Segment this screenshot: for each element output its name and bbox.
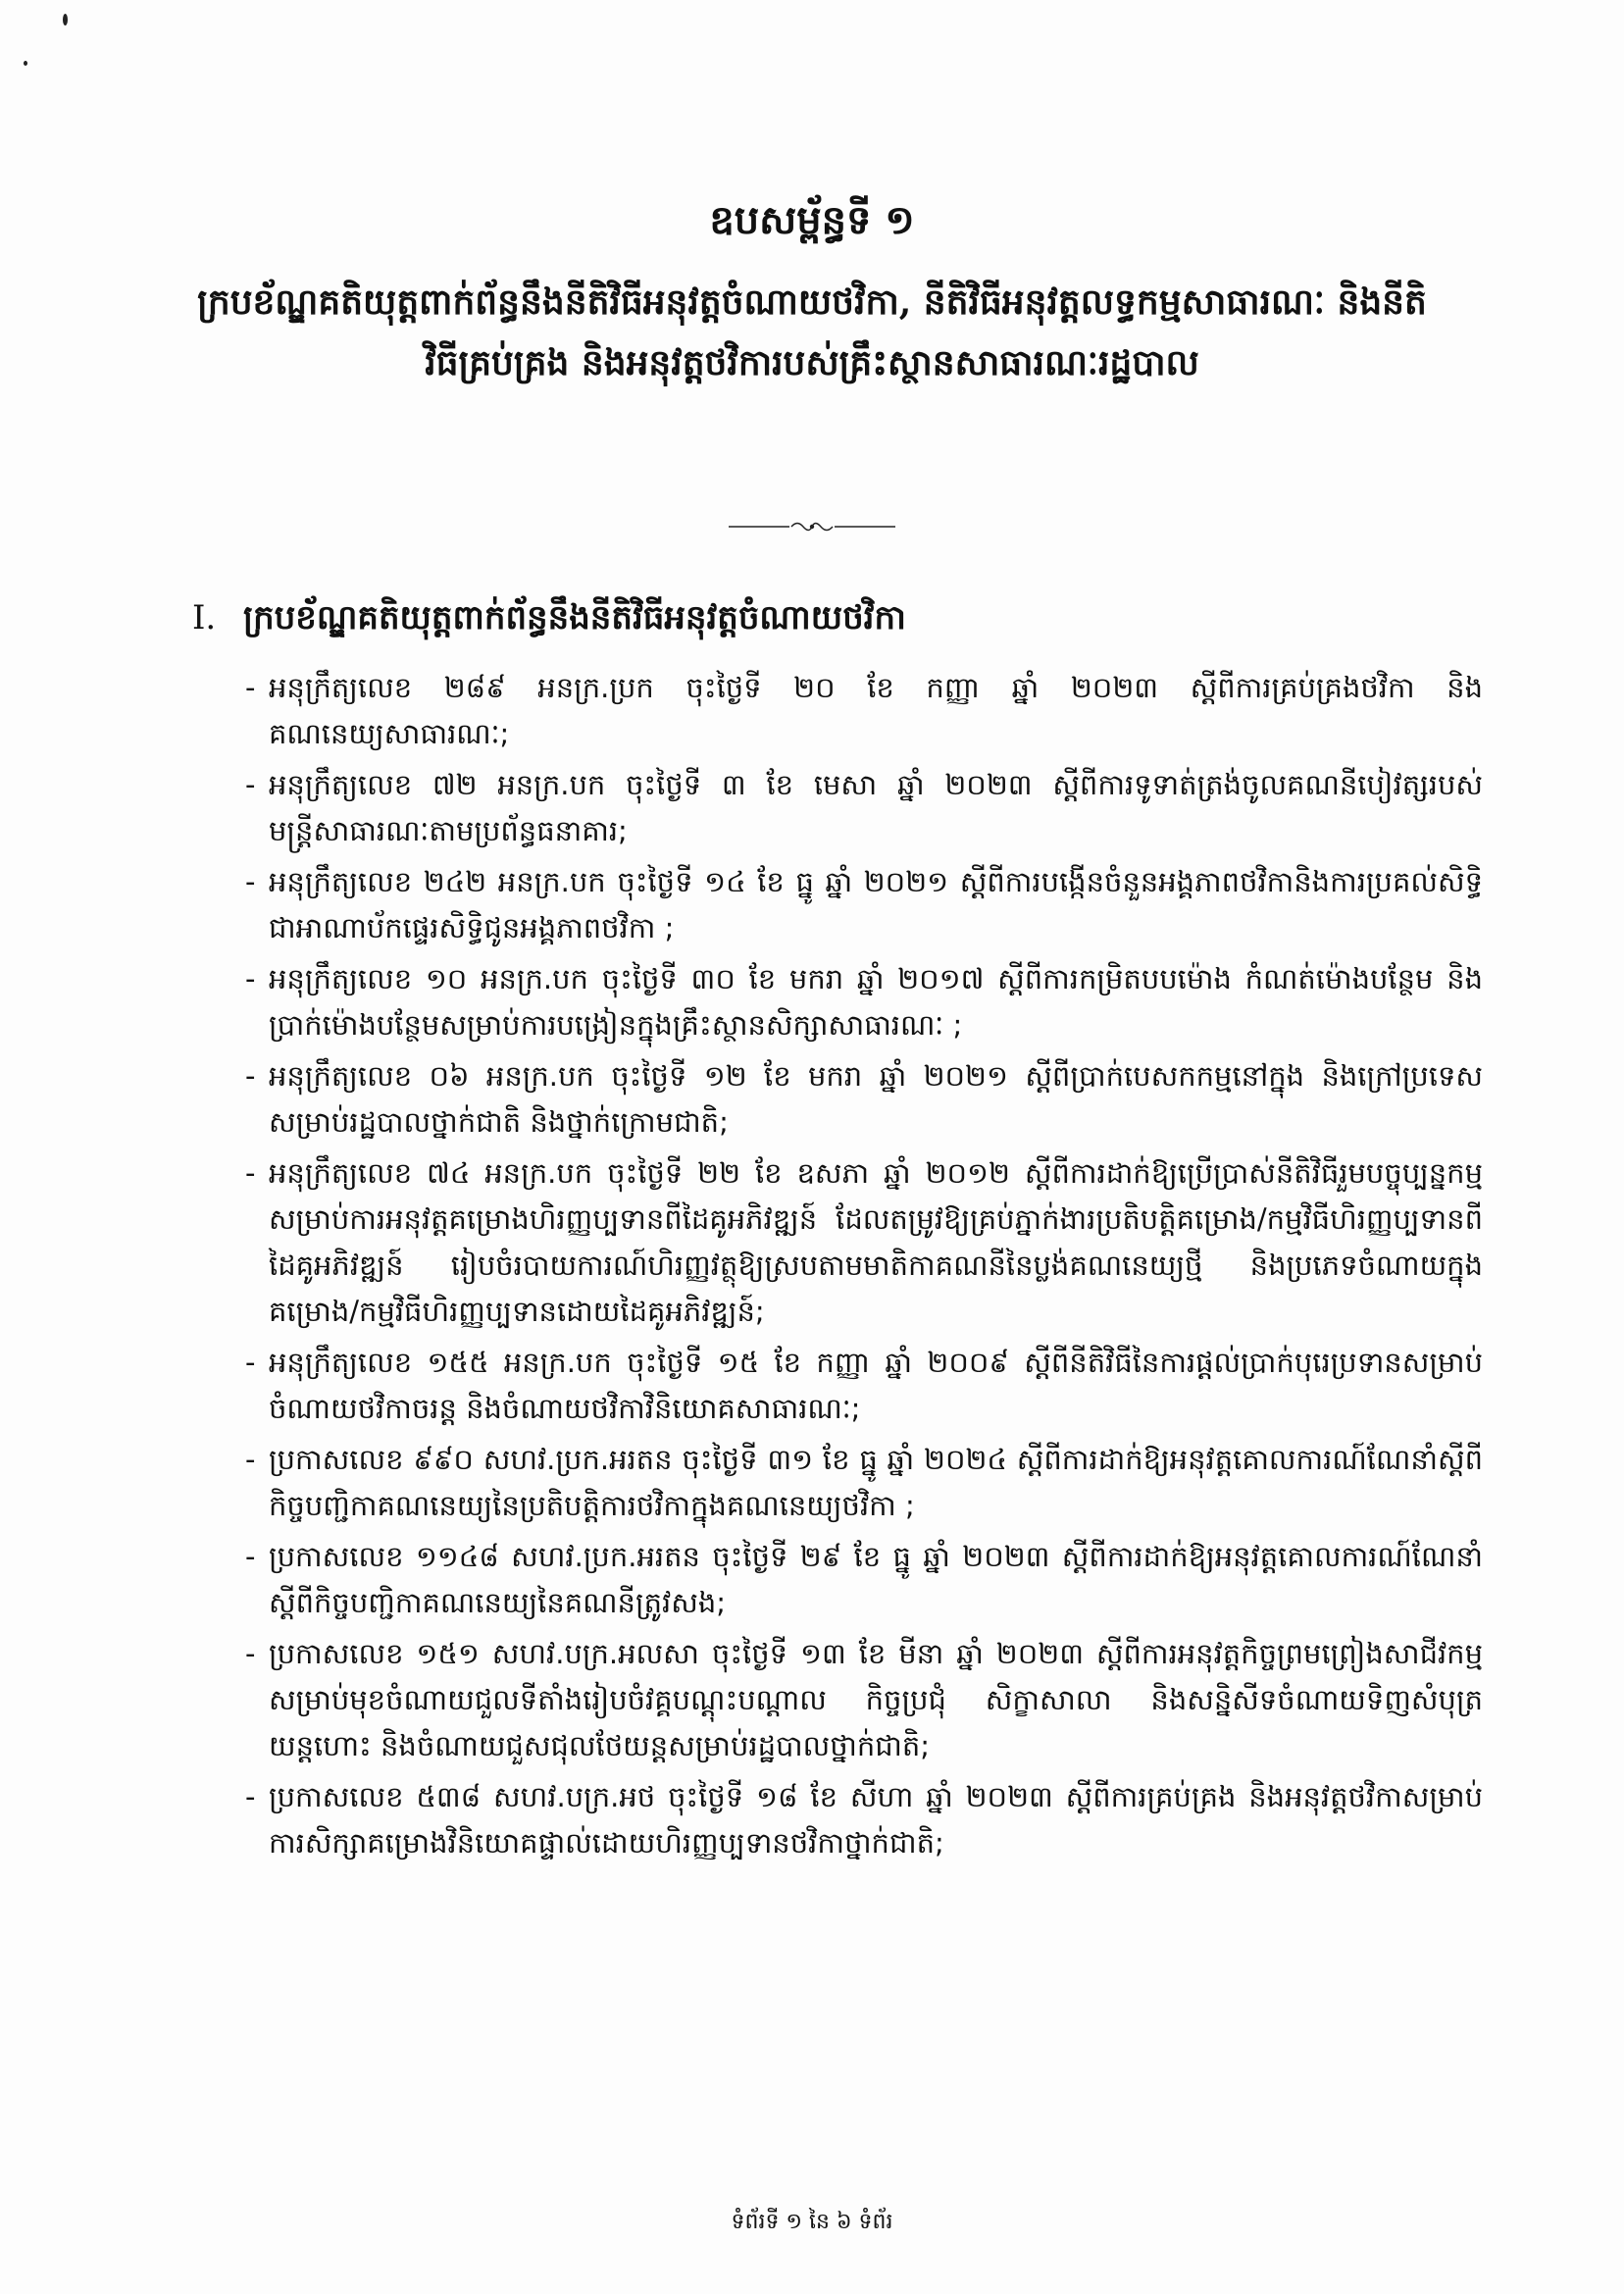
list-dash: - — [245, 962, 256, 995]
list-item — [245, 1774, 1483, 1866]
document-title: ក្របខ័ណ្ឌគតិយុត្តពាក់ព័ន្ធនឹងនីតិវិធីអនុវត្តចំណាយថវិកា, នីតិវិធីអនុវត្តលទ្ធកម្មសាធារណៈ និងនីតិវិធីគ្រប់គ្រង និងអនុវត្តថវិការបស់គ្រឹះស្ថានសាធារណៈរដ្ឋបាល — [197, 281, 1427, 383]
list-dash: - — [245, 1540, 256, 1573]
annex-title: ឧបសម្ព័ន្ធទី ១ — [709, 197, 915, 243]
list-dash: - — [245, 671, 256, 704]
list-item-text: អនុក្រឹត្យលេខ ២៤២ អនក្រ.បក ចុះថ្ងៃទី ១៤ ខែ ធ្នូ ឆ្នាំ ២០២១ ស្តីពីការបង្កើនចំនួនអង្គភាពថវិកានិងការប្រគល់សិទ្ធិជាអាណាប័កផ្ទេរសិទ្ធិជូនអង្គភាពថវិកា ; — [269, 865, 1483, 944]
list-item — [245, 1534, 1483, 1626]
list-dash: - — [245, 1637, 256, 1670]
list-dash: - — [245, 1443, 256, 1476]
page-header — [177, 191, 1447, 393]
list-dash: - — [245, 1156, 256, 1190]
list-item-text: ប្រកាសលេខ ៩៩០ សហវ.ប្រក.អរតន ចុះថ្ងៃទី ៣១ ខែ ធ្នូ ឆ្នាំ ២០២៤ ស្តីពីការដាក់ឱ្យអនុវត្តគោលការណ៍ណែនាំស្តីពីកិច្ចបញ្ជិកាគណនេយ្យនៃប្រតិបត្តិការថវិកាក្នុងគណនេយ្យថវិកា ; — [269, 1443, 1483, 1522]
list-item-text: ប្រកាសលេខ ១៥១ សហវ.បក្រ.អលសា ចុះថ្ងៃទី ១៣ ខែ មីនា ឆ្នាំ ២០២៣ ស្តីពីការអនុវត្តកិច្ចព្រមព្រៀងសាជីវកម្មសម្រាប់មុខចំណាយជួលទីតាំងរៀបចំវគ្គបណ្តុះបណ្តាល កិច្ចប្រជុំ សិក្ខាសាលា និងសន្និសីទចំណាយទិញសំបុត្រយន្តហោះ និងចំណាយជួសជុលថែយន្តសម្រាប់រដ្ឋបាលថ្នាក់ជាតិ; — [269, 1637, 1483, 1762]
section-number: I. — [192, 598, 217, 637]
list-item — [245, 1340, 1483, 1432]
list-item-text: ប្រកាសលេខ ១១៤៨ សហវ.ប្រក.អរតន ចុះថ្ងៃទី ២៩ ខែ ធ្នូ ឆ្នាំ ២០២៣ ស្តីពីការដាក់ឱ្យអនុវត្តគោលការណ៍ណែនាំស្តីពីកិច្ចបញ្ជិកាគណនេយ្យនៃគណនីត្រូវសង; — [269, 1540, 1483, 1619]
scan-speck — [24, 61, 27, 66]
divider-ornament-icon — [729, 517, 895, 536]
list-item — [245, 1631, 1483, 1769]
scan-speck — [63, 14, 68, 25]
legal-reference-list — [245, 665, 1483, 1871]
list-item — [245, 762, 1483, 854]
section-title: ក្របខ័ណ្ឌគតិយុត្តពាក់ព័ន្ធនឹងនីតិវិធីអនុវត្តចំណាយថវិកា — [243, 598, 906, 637]
section-heading — [192, 588, 1467, 647]
list-item — [245, 665, 1483, 757]
list-dash: - — [245, 1346, 256, 1379]
list-item-text: អនុក្រឹត្យលេខ ៧២ អនក្រ.បក ចុះថ្ងៃទី ៣ ខែ មេសា ឆ្នាំ ២០២៣ ស្តីពីការទូទាត់ត្រង់ចូលគណនីបៀវត្សរបស់មន្ត្រីសាធារណៈតាមប្រព័ន្ធធនាគារ; — [269, 768, 1483, 847]
list-item-text: អនុក្រឹត្យលេខ ២៨៩ អនក្រ.ប្រក ចុះថ្ងៃទី ២០ ខែ កញ្ញា ឆ្នាំ ២០២៣ ស្តីពីការគ្រប់គ្រងថវិកា និងគណនេយ្យសាធារណៈ; — [269, 671, 1483, 750]
list-dash: - — [245, 1059, 256, 1093]
page-number-footer: ទំព័រទី ១ នៃ ៦ ទំព័រ — [731, 2210, 893, 2234]
list-dash: - — [245, 865, 256, 898]
list-item — [245, 1150, 1483, 1335]
list-item — [245, 859, 1483, 951]
list-item — [245, 1053, 1483, 1146]
list-item — [245, 1437, 1483, 1529]
list-item-text: អនុក្រឹត្យលេខ ០៦ អនក្រ.បក ចុះថ្ងៃទី ១២ ខែ មករា ឆ្នាំ ២០២១ ស្តីពីប្រាក់បេសកកម្មនៅក្នុង និងក្រៅប្រទេសសម្រាប់រដ្ឋបាលថ្នាក់ជាតិ និងថ្នាក់ក្រោមជាតិ; — [269, 1059, 1483, 1139]
list-dash: - — [245, 1780, 256, 1813]
list-dash: - — [245, 768, 256, 801]
list-item — [245, 956, 1483, 1048]
list-item-text: អនុក្រឹត្យលេខ ១៥៥ អនក្រ.បក ចុះថ្ងៃទី ១៥ ខែ កញ្ញា ឆ្នាំ ២០០៩ ស្តីពីនីតិវិធីនៃការផ្តល់ប្រាក់បុរេប្រទានសម្រាប់ចំណាយថវិកាចរន្ត និងចំណាយថវិកាវិនិយោគសាធារណៈ; — [269, 1346, 1483, 1425]
list-item-text: អនុក្រឹត្យលេខ ៧៤ អនក្រ.បក ចុះថ្ងៃទី ២២ ខែ ឧសភា ឆ្នាំ ២០១២ ស្តីពីការដាក់ឱ្យប្រើប្រាស់នីតិវិធីរួមបច្ចុប្បន្នកម្មសម្រាប់ការអនុវត្តគម្រោងហិរញ្ញប្បទានពីដៃគូអភិវឌ្ឍន៍ ដែលតម្រូវឱ្យគ្រប់ភ្នាក់ងារប្រតិបត្តិគម្រោង/កម្មវិធីហិរញ្ញប្បទានពីដៃគូអភិវឌ្ឍន៍ រៀបចំរបាយការណ៍ហិរញ្ញវត្ថុឱ្យស្របតាមមាតិកាគណនីនៃប្លង់គណនេយ្យថ្មី និងប្រភេទចំណាយក្នុងគម្រោង/កម្មវិធីហិរញ្ញប្បទានដោយដៃគូអភិវឌ្ឍន៍; — [269, 1156, 1483, 1328]
list-item-text: អនុក្រឹត្យលេខ ១០ អនក្រ.បក ចុះថ្ងៃទី ៣០ ខែ មករា ឆ្នាំ ២០១៧ ស្តីពីការកម្រិតបបម៉ោង កំណត់ម៉ោងបន្ថែម និងប្រាក់ម៉ោងបន្ថែមសម្រាប់ការបង្រៀនក្នុងគ្រឹះស្ថានសិក្សាសាធារណៈ ; — [269, 962, 1483, 1042]
title-divider — [0, 512, 1624, 541]
list-item-text: ប្រកាសលេខ ៥៣៨ សហវ.បក្រ.អថ ចុះថ្ងៃទី ១៨ ខែ សីហា ឆ្នាំ ២០២៣ ស្តីពីការគ្រប់គ្រង និងអនុវត្តថវិកាសម្រាប់ការសិក្សាគម្រោងវិនិយោគផ្ទាល់ដោយហិរញ្ញប្បទានថវិកាថ្នាក់ជាតិ; — [269, 1780, 1483, 1860]
